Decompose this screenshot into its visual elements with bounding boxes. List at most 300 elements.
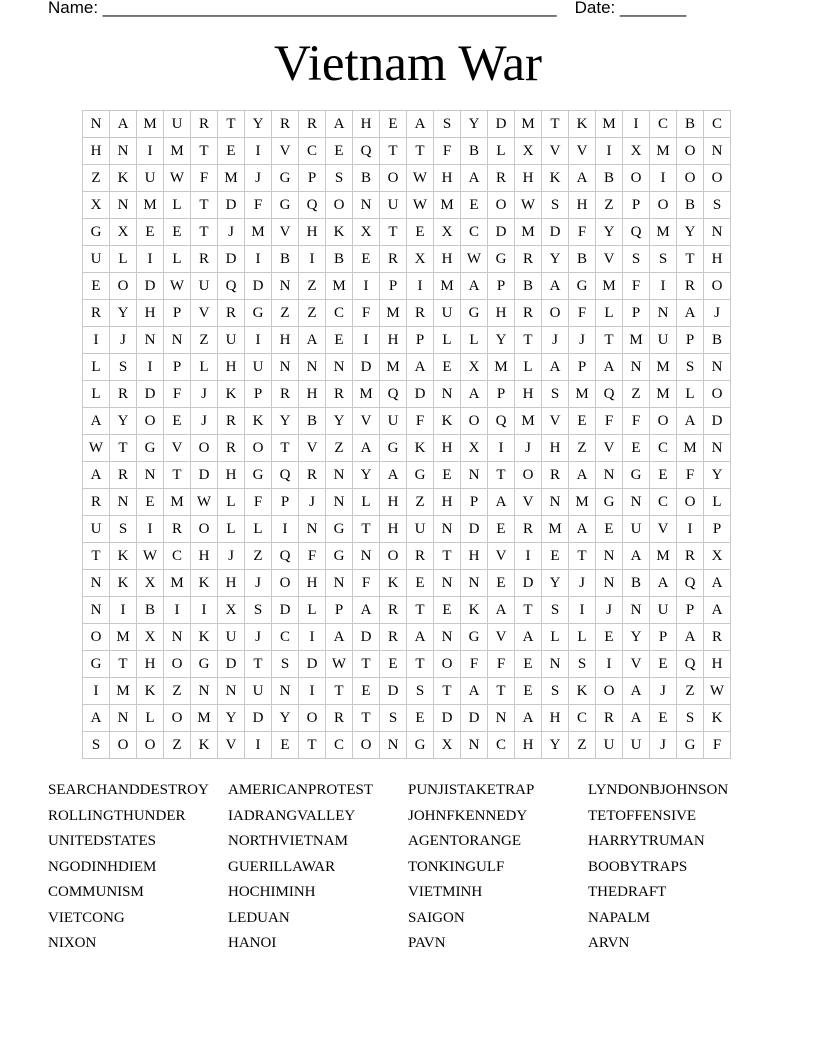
grid-letter: P — [299, 165, 326, 192]
grid-letter: L — [353, 489, 380, 516]
grid-letter: X — [461, 435, 488, 462]
grid-letter: E — [434, 462, 461, 489]
grid-letter: T — [407, 651, 434, 678]
grid-letter: N — [596, 570, 623, 597]
grid-letter: P — [677, 597, 704, 624]
grid-letter: J — [299, 489, 326, 516]
grid-letter: H — [434, 165, 461, 192]
word-list-item: TONKINGULF — [408, 858, 505, 875]
grid-letter: T — [515, 327, 542, 354]
grid-letter: Q — [677, 570, 704, 597]
grid-letter: V — [515, 489, 542, 516]
grid-letter: M — [515, 111, 542, 138]
grid-letter: U — [137, 165, 164, 192]
grid-letter: N — [110, 192, 137, 219]
grid-letter: G — [326, 543, 353, 570]
grid-letter: L — [218, 489, 245, 516]
grid-letter: I — [650, 165, 677, 192]
grid-letter: Q — [272, 462, 299, 489]
grid-letter: D — [380, 678, 407, 705]
grid-letter: V — [272, 219, 299, 246]
grid-letter: M — [596, 273, 623, 300]
grid-letter: F — [677, 462, 704, 489]
grid-letter: H — [434, 489, 461, 516]
grid-letter: K — [137, 678, 164, 705]
word-list-item: AGENTORANGE — [408, 833, 522, 849]
grid-letter: E — [407, 219, 434, 246]
grid-letter: T — [380, 138, 407, 165]
grid-letter: K — [380, 570, 407, 597]
grid-letter: V — [542, 408, 569, 435]
grid-row — [83, 192, 731, 219]
grid-letter: H — [542, 435, 569, 462]
grid-letter: Y — [110, 408, 137, 435]
grid-letter: U — [650, 327, 677, 354]
grid-letter: H — [380, 327, 407, 354]
grid-letter: W — [461, 246, 488, 273]
grid-letter: F — [569, 219, 596, 246]
grid-letter: Q — [299, 192, 326, 219]
grid-letter: I — [569, 597, 596, 624]
grid-letter: R — [515, 516, 542, 543]
grid-letter: N — [299, 516, 326, 543]
grid-letter: F — [461, 651, 488, 678]
grid-letter: C — [650, 435, 677, 462]
grid-row — [83, 300, 731, 327]
word-list-item: COMMUNISM — [48, 884, 144, 900]
grid-letter: V — [191, 300, 218, 327]
grid-letter: P — [164, 300, 191, 327]
grid-letter: O — [137, 408, 164, 435]
grid-letter: I — [137, 138, 164, 165]
grid-letter: H — [299, 570, 326, 597]
grid-letter: J — [569, 327, 596, 354]
word-list-item: VIETCONG — [48, 909, 125, 926]
grid-letter: A — [461, 381, 488, 408]
grid-letter: X — [434, 219, 461, 246]
grid-letter: O — [164, 705, 191, 732]
grid-letter: G — [569, 273, 596, 300]
grid-letter: G — [407, 732, 434, 759]
grid-letter: A — [569, 165, 596, 192]
grid-letter: Z — [569, 435, 596, 462]
grid-letter: H — [380, 516, 407, 543]
grid-letter: U — [83, 246, 110, 273]
grid-letter: T — [191, 138, 218, 165]
grid-letter: N — [542, 651, 569, 678]
grid-letter: X — [218, 597, 245, 624]
grid-letter: A — [596, 354, 623, 381]
grid-letter: M — [488, 354, 515, 381]
grid-letter: T — [677, 246, 704, 273]
grid-letter: M — [110, 678, 137, 705]
grid-letter: A — [326, 624, 353, 651]
grid-row — [83, 246, 731, 273]
grid-letter: O — [353, 732, 380, 759]
grid-letter: M — [218, 165, 245, 192]
grid-letter: Q — [380, 381, 407, 408]
grid-letter: O — [164, 651, 191, 678]
grid-letter: A — [677, 300, 704, 327]
grid-letter: V — [542, 138, 569, 165]
grid-letter: G — [596, 489, 623, 516]
grid-letter: A — [488, 489, 515, 516]
grid-letter: X — [704, 543, 731, 570]
grid-letter: N — [542, 489, 569, 516]
grid-letter: B — [677, 192, 704, 219]
grid-letter: N — [83, 597, 110, 624]
grid-letter: C — [488, 732, 515, 759]
grid-letter: C — [650, 489, 677, 516]
grid-letter: U — [434, 300, 461, 327]
grid-letter: N — [110, 489, 137, 516]
grid-letter: N — [83, 111, 110, 138]
grid-letter: A — [704, 570, 731, 597]
grid-letter: S — [83, 732, 110, 759]
grid-letter: K — [191, 732, 218, 759]
word-list-item: PAVN — [408, 935, 446, 951]
grid-letter: C — [461, 219, 488, 246]
grid-letter: Q — [677, 651, 704, 678]
grid-letter: Z — [299, 273, 326, 300]
grid-letter: T — [434, 543, 461, 570]
grid-letter: N — [110, 138, 137, 165]
grid-letter: Z — [677, 678, 704, 705]
grid-letter: N — [623, 597, 650, 624]
grid-letter: N — [218, 678, 245, 705]
grid-letter: O — [596, 678, 623, 705]
grid-letter: J — [245, 570, 272, 597]
grid-letter: N — [434, 381, 461, 408]
grid-letter: L — [164, 192, 191, 219]
grid-letter: M — [137, 111, 164, 138]
grid-letter: D — [272, 597, 299, 624]
grid-letter: Q — [353, 138, 380, 165]
grid-letter: K — [542, 165, 569, 192]
grid-letter: A — [542, 354, 569, 381]
grid-letter: I — [245, 732, 272, 759]
grid-letter: N — [380, 732, 407, 759]
grid-letter: G — [488, 246, 515, 273]
grid-letter: K — [407, 435, 434, 462]
grid-letter: V — [164, 435, 191, 462]
word-list-item: ROLLINGTHUNDER — [48, 807, 186, 824]
grid-letter: K — [704, 705, 731, 732]
word-list-item: AMERICANPROTEST — [228, 782, 374, 798]
grid-letter: D — [353, 624, 380, 651]
grid-letter: K — [569, 678, 596, 705]
grid-letter: E — [515, 651, 542, 678]
word-list-item: SAIGON — [408, 909, 465, 926]
grid-letter: E — [353, 678, 380, 705]
grid-letter: O — [326, 192, 353, 219]
grid-letter: V — [272, 138, 299, 165]
grid-letter: M — [569, 489, 596, 516]
grid-letter: T — [299, 732, 326, 759]
grid-letter: A — [650, 570, 677, 597]
grid-letter: H — [353, 111, 380, 138]
grid-letter: I — [245, 138, 272, 165]
grid-letter: E — [542, 543, 569, 570]
grid-letter: M — [434, 273, 461, 300]
grid-letter: J — [515, 435, 542, 462]
grid-letter: Z — [83, 165, 110, 192]
grid-letter: A — [326, 111, 353, 138]
grid-letter: R — [272, 111, 299, 138]
grid-letter: A — [515, 624, 542, 651]
grid-letter: A — [461, 165, 488, 192]
grid-letter: A — [623, 543, 650, 570]
grid-letter: I — [245, 327, 272, 354]
grid-letter: M — [380, 354, 407, 381]
grid-letter: G — [191, 651, 218, 678]
grid-letter: X — [461, 354, 488, 381]
word-list-item: HANOI — [228, 935, 277, 951]
grid-letter: F — [245, 489, 272, 516]
grid-letter: J — [650, 732, 677, 759]
grid-letter: A — [353, 435, 380, 462]
grid-letter: O — [434, 651, 461, 678]
grid-letter: G — [407, 462, 434, 489]
grid-letter: Y — [542, 570, 569, 597]
grid-letter: R — [110, 462, 137, 489]
grid-letter: T — [407, 597, 434, 624]
grid-letter: X — [137, 624, 164, 651]
grid-letter: R — [488, 165, 515, 192]
grid-letter: T — [191, 192, 218, 219]
grid-letter: B — [515, 273, 542, 300]
grid-letter: M — [650, 138, 677, 165]
grid-letter: A — [353, 597, 380, 624]
grid-row — [83, 624, 731, 651]
grid-letter: I — [245, 246, 272, 273]
grid-letter: I — [623, 111, 650, 138]
grid-letter: P — [569, 354, 596, 381]
grid-letter: I — [353, 327, 380, 354]
grid-row — [83, 165, 731, 192]
grid-letter: Y — [272, 705, 299, 732]
grid-letter: E — [380, 111, 407, 138]
grid-letter: M — [650, 543, 677, 570]
grid-letter: N — [596, 462, 623, 489]
grid-letter: G — [623, 462, 650, 489]
grid-letter: H — [218, 570, 245, 597]
grid-letter: R — [299, 111, 326, 138]
grid-letter: R — [407, 300, 434, 327]
grid-letter: N — [704, 354, 731, 381]
grid-letter: L — [299, 597, 326, 624]
grid-letter: J — [245, 624, 272, 651]
grid-letter: P — [623, 192, 650, 219]
grid-row — [83, 489, 731, 516]
grid-letter: H — [218, 462, 245, 489]
grid-letter: I — [650, 273, 677, 300]
grid-letter: S — [245, 597, 272, 624]
grid-letter: O — [623, 165, 650, 192]
grid-letter: K — [110, 570, 137, 597]
grid-letter: N — [704, 435, 731, 462]
grid-letter: Y — [542, 732, 569, 759]
grid-letter: N — [326, 354, 353, 381]
grid-letter: A — [299, 327, 326, 354]
grid-letter: W — [137, 543, 164, 570]
grid-letter: W — [704, 678, 731, 705]
grid-letter: F — [191, 165, 218, 192]
grid-letter: D — [245, 705, 272, 732]
date-field-label: Date: _______ — [574, 0, 687, 17]
grid-letter: T — [272, 435, 299, 462]
grid-letter: U — [623, 732, 650, 759]
grid-letter: S — [110, 354, 137, 381]
grid-letter: G — [137, 435, 164, 462]
grid-letter: L — [569, 624, 596, 651]
grid-letter: P — [164, 354, 191, 381]
grid-letter: T — [164, 462, 191, 489]
grid-letter: R — [299, 462, 326, 489]
grid-letter: Y — [596, 219, 623, 246]
grid-letter: I — [353, 273, 380, 300]
grid-letter: R — [110, 381, 137, 408]
grid-letter: A — [407, 624, 434, 651]
grid-letter: P — [326, 597, 353, 624]
grid-letter: L — [245, 516, 272, 543]
grid-letter: O — [299, 705, 326, 732]
grid-letter: N — [326, 489, 353, 516]
grid-letter: A — [380, 462, 407, 489]
grid-letter: D — [515, 570, 542, 597]
grid-letter: W — [407, 165, 434, 192]
grid-letter: R — [407, 543, 434, 570]
grid-letter: T — [488, 678, 515, 705]
grid-letter: J — [596, 597, 623, 624]
grid-letter: N — [596, 543, 623, 570]
grid-letter: A — [83, 462, 110, 489]
grid-letter: H — [218, 354, 245, 381]
grid-letter: O — [677, 165, 704, 192]
grid-letter: W — [515, 192, 542, 219]
grid-letter: U — [596, 732, 623, 759]
grid-letter: X — [353, 219, 380, 246]
grid-letter: L — [677, 381, 704, 408]
grid-letter: E — [407, 570, 434, 597]
grid-letter: N — [461, 462, 488, 489]
grid-letter: T — [110, 435, 137, 462]
grid-letter: E — [650, 462, 677, 489]
grid-letter: Y — [110, 300, 137, 327]
grid-letter: D — [488, 111, 515, 138]
grid-letter: F — [569, 300, 596, 327]
grid-letter: R — [515, 246, 542, 273]
grid-letter: B — [326, 246, 353, 273]
page-title: Vietnam War — [273, 36, 543, 92]
grid-letter: B — [569, 246, 596, 273]
grid-letter: S — [542, 381, 569, 408]
grid-row — [83, 111, 731, 138]
grid-letter: K — [110, 543, 137, 570]
grid-letter: B — [299, 408, 326, 435]
grid-letter: S — [542, 597, 569, 624]
grid-letter: U — [164, 111, 191, 138]
grid-letter: W — [164, 273, 191, 300]
grid-letter: L — [704, 489, 731, 516]
grid-letter: R — [542, 462, 569, 489]
grid-letter: R — [83, 489, 110, 516]
grid-row — [83, 651, 731, 678]
grid-letter: T — [110, 651, 137, 678]
grid-letter: V — [650, 516, 677, 543]
grid-letter: N — [164, 624, 191, 651]
grid-letter: V — [353, 408, 380, 435]
grid-letter: G — [272, 192, 299, 219]
grid-letter: S — [677, 705, 704, 732]
grid-letter: B — [137, 597, 164, 624]
grid-letter: R — [677, 543, 704, 570]
grid-letter: I — [164, 597, 191, 624]
word-list-item: LEDUAN — [228, 909, 290, 926]
grid-letter: N — [623, 354, 650, 381]
word-list-item: JOHNFKENNEDY — [408, 807, 528, 824]
grid-letter: A — [704, 597, 731, 624]
grid-letter: J — [110, 327, 137, 354]
word-list-item: PUNJISTAKETRAP — [408, 782, 535, 798]
grid-letter: N — [137, 462, 164, 489]
grid-letter: R — [677, 273, 704, 300]
grid-letter: G — [677, 732, 704, 759]
grid-letter: A — [569, 516, 596, 543]
grid-letter: P — [488, 381, 515, 408]
grid-letter: B — [623, 570, 650, 597]
grid-letter: L — [137, 705, 164, 732]
word-list-item: ARVN — [588, 935, 630, 951]
grid-letter: F — [596, 408, 623, 435]
grid-letter: F — [704, 732, 731, 759]
grid-letter: N — [353, 192, 380, 219]
grid-letter: G — [83, 651, 110, 678]
grid-letter: E — [380, 651, 407, 678]
grid-row — [83, 543, 731, 570]
grid-letter: X — [137, 570, 164, 597]
grid-letter: W — [326, 651, 353, 678]
grid-letter: C — [326, 300, 353, 327]
grid-letter: B — [704, 327, 731, 354]
grid-letter: I — [488, 435, 515, 462]
grid-letter: I — [137, 354, 164, 381]
grid-letter: E — [461, 192, 488, 219]
grid-letter: A — [623, 705, 650, 732]
grid-letter: U — [83, 516, 110, 543]
grid-letter: R — [704, 624, 731, 651]
grid-letter: E — [218, 138, 245, 165]
grid-letter: V — [596, 246, 623, 273]
grid-letter: R — [218, 300, 245, 327]
grid-row — [83, 327, 731, 354]
grid-letter: E — [623, 435, 650, 462]
grid-letter: A — [515, 705, 542, 732]
grid-letter: R — [191, 111, 218, 138]
grid-letter: O — [137, 732, 164, 759]
grid-letter: C — [704, 111, 731, 138]
grid-letter: S — [380, 705, 407, 732]
grid-letter: T — [326, 678, 353, 705]
grid-letter: P — [623, 300, 650, 327]
grid-letter: C — [650, 111, 677, 138]
grid-letter: O — [110, 732, 137, 759]
grid-letter: S — [677, 354, 704, 381]
grid-letter: M — [164, 138, 191, 165]
grid-letter: M — [164, 570, 191, 597]
grid-letter: W — [164, 165, 191, 192]
grid-letter: Q — [272, 543, 299, 570]
